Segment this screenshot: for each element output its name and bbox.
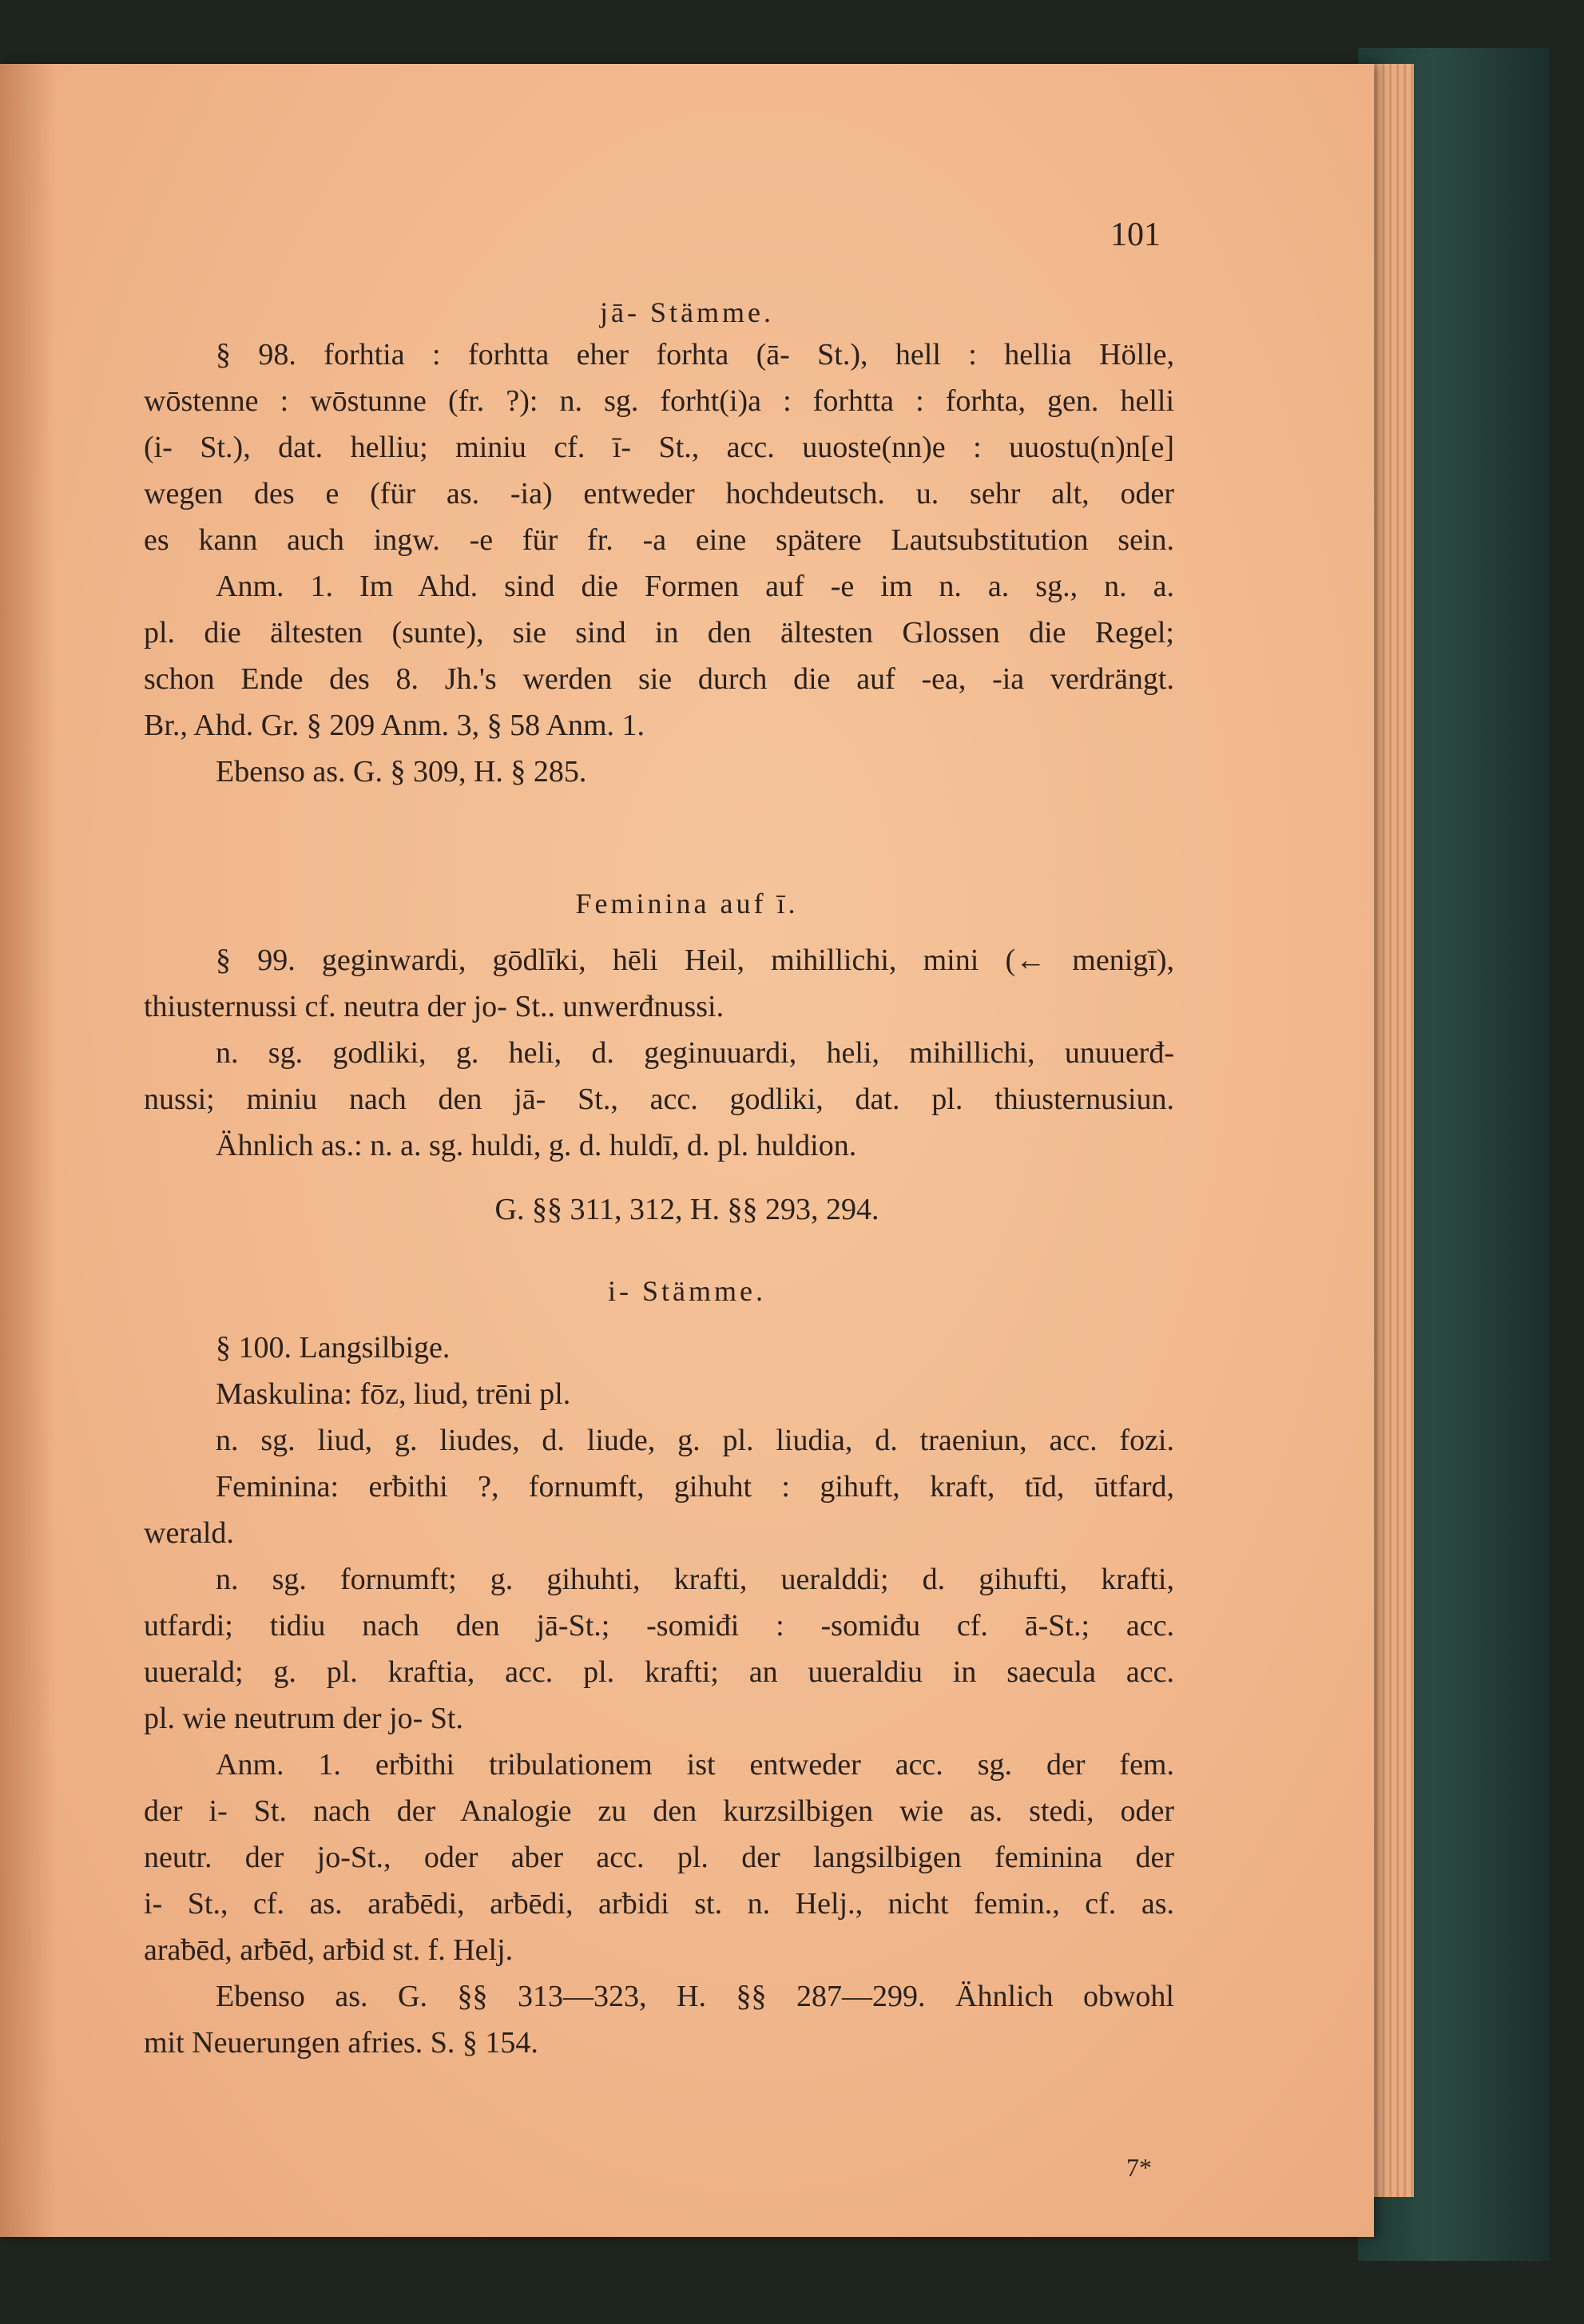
- text-line: i- St., cf. as. araƀēdi, arƀēdi, arƀidi st. n. Helj., nicht femin., cf. as.: [144, 1887, 1174, 1921]
- text-line: Anm. 1. erƀithi tribulationem ist entweder acc. sg. der fem.: [216, 1748, 1174, 1782]
- text-line: § 100. Langsilbige.: [216, 1331, 451, 1365]
- text-line: n. sg. liud, g. liudes, d. liude, g. pl. liudia, d. traeniun, acc. fozi.: [216, 1424, 1174, 1457]
- text-line: n. sg. godliki, g. heli, d. geginuuardi, heli, mihillichi, unuuerđ-: [216, 1036, 1174, 1070]
- text-line: n. sg. fornumft; g. gihuhti, krafti, ueralddi; d. gihufti, krafti,: [216, 1563, 1174, 1596]
- text-line: Br., Ahd. Gr. § 209 Anm. 3, § 58 Anm. 1.: [144, 709, 645, 742]
- page-number: 101: [1110, 217, 1161, 253]
- page-content: [0, 64, 1374, 2237]
- book-page: [0, 64, 1374, 2237]
- text-line: pl. wie neutrum der jo- St.: [144, 1702, 463, 1735]
- text-line: araƀēd, arƀēd, arƀid st. f. Helj.: [144, 1933, 514, 1967]
- text-line: wegen des e (für as. -ia) entweder hochdeutsch. u. sehr alt, oder: [144, 477, 1174, 510]
- text-line: der i- St. nach der Analogie zu den kurzsilbigen wie as. stedi, oder: [144, 1794, 1174, 1828]
- text-line: Ähnlich as.: n. a. sg. huldi, g. d. huldī, d. pl. huldion.: [216, 1129, 857, 1162]
- text-line: schon Ende des 8. Jh.'s werden sie durch die auf -ea, -ia verdrängt.: [144, 662, 1174, 696]
- text-line: uuerald; g. pl. kraftia, acc. pl. krafti; an uueraldiu in saecula acc.: [144, 1655, 1174, 1689]
- text-line: Maskulina: fōz, liud, trēni pl.: [216, 1377, 571, 1411]
- text-line: (i- St.), dat. helliu; miniu cf. ī- St., acc. uuoste(nn)e : uuostu(n)n[e]: [144, 431, 1174, 464]
- text-line: pl. die ältesten (sunte), sie sind in den ältesten Glossen die Regel;: [144, 616, 1174, 650]
- text-line: thiusternussi cf. neutra der jo- St.. unwerđnussi.: [144, 990, 725, 1023]
- section-heading-i-stems: i- Stämme.: [608, 1275, 766, 1307]
- text-line: utfardi; tidiu nach den jā-St.; -somiđi : -somiđu cf. ā-St.; acc.: [144, 1609, 1174, 1643]
- section-reference: G. §§ 311, 312, H. §§ 293, 294.: [494, 1193, 879, 1226]
- section-heading-feminina: Feminina auf ī.: [575, 888, 799, 920]
- text-line: Feminina: erƀithi ?, fornumft, gihuht : gihuft, kraft, tīd, ūtfard,: [216, 1470, 1174, 1504]
- text-line: § 99. geginwardi, gōdlīki, hēli Heil, mihillichi, mini (← menigī),: [216, 944, 1174, 977]
- text-line: werald.: [144, 1516, 234, 1550]
- text-line: mit Neuerungen afries. S. § 154.: [144, 2026, 538, 2060]
- text-line: Ebenso as. G. §§ 313—323, H. §§ 287—299. Ähnlich obwohl: [216, 1980, 1174, 2013]
- signature-mark: 7*: [1126, 2153, 1152, 2182]
- text-line: es kann auch ingw. -e für fr. -a eine spätere Lautsubstitution sein.: [144, 523, 1174, 557]
- text-line: Ebenso as. G. § 309, H. § 285.: [216, 755, 587, 789]
- text-line: nussi; miniu nach den jā- St., acc. godliki, dat. pl. thiusternusiun.: [144, 1083, 1174, 1116]
- text-line: neutr. der jo-St., oder aber acc. pl. der langsilbigen feminina der: [144, 1841, 1174, 1874]
- text-line: Anm. 1. Im Ahd. sind die Formen auf -e im n. a. sg., n. a.: [216, 570, 1174, 603]
- section-heading-ja-stems: jā- Stämme.: [600, 296, 774, 328]
- text-line: wōstenne : wōstunne (fr. ?): n. sg. forht(i)a : forhtta : forhta, gen. helli: [144, 384, 1174, 418]
- text-line: § 98. forhtia : forhtta eher forhta (ā- St.), hell : hellia Hölle,: [216, 338, 1174, 371]
